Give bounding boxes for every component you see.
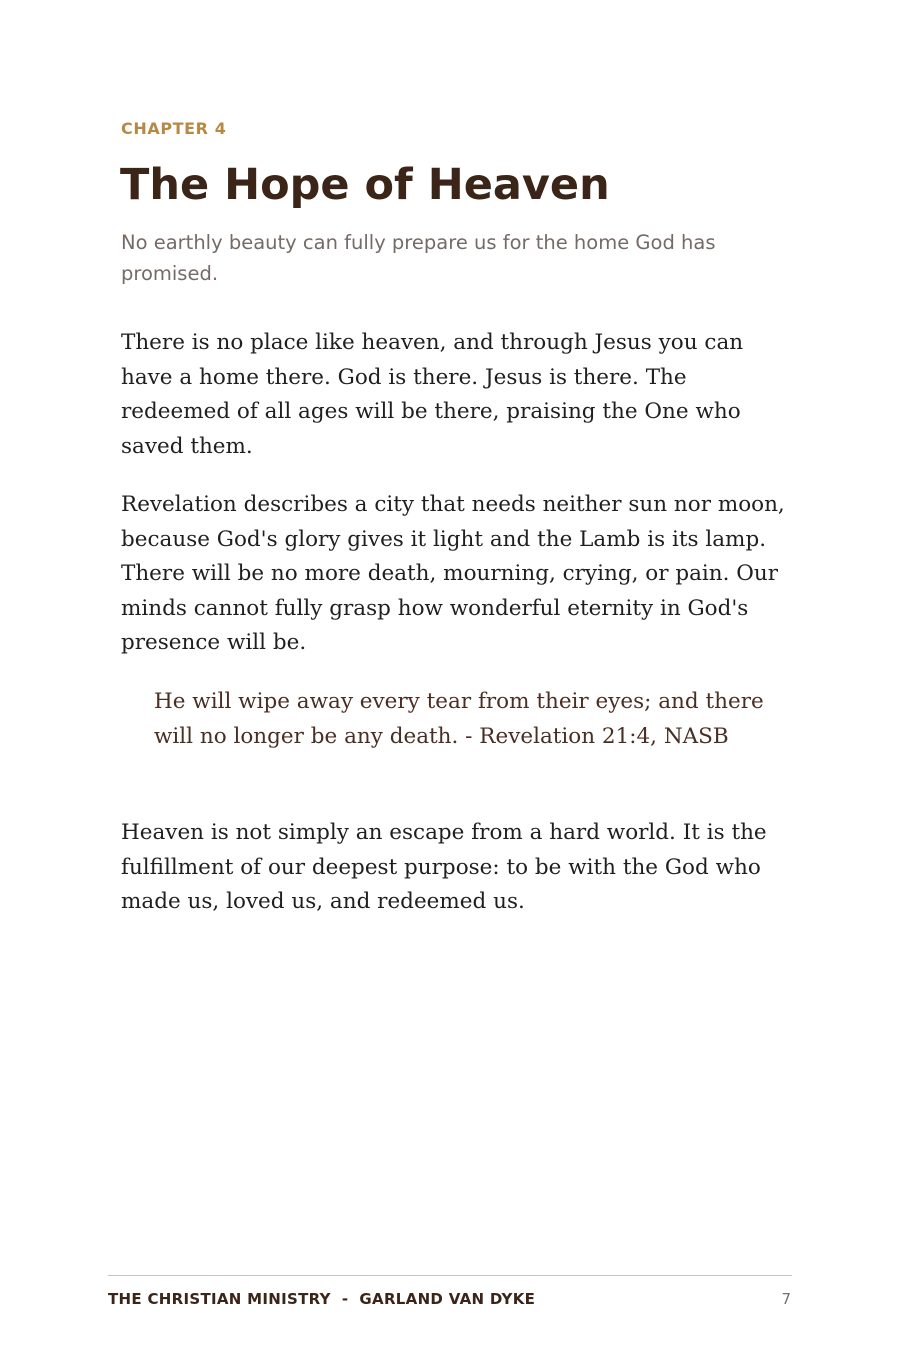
scripture-quote: He will wipe away every tear from their eyes; and there will no longer be any death. - Revelation 21:4, NASB: [154, 689, 764, 749]
footer-running-head: THE CHRISTIAN MINISTRY - GARLAND VAN DYKE: [108, 1290, 536, 1308]
chapter-subtitle: No earthly beauty can fully prepare us for the home God has promised.: [121, 231, 716, 285]
body-paragraph: Heaven is not simply an escape from a hard world. It is the fulfillment of our deepest purpose: to be with the God who made us, loved us, and redeemed us.: [121, 820, 767, 914]
footer-divider: [108, 1275, 792, 1276]
page-title: The Hope of Heaven: [120, 160, 610, 210]
body-paragraph: Revelation describes a city that needs neither sun nor moon, because God's glory gives it light and the Lamb is its lamp. There will be no more death, mourning, crying, or pain. Our minds cannot fully grasp how wonderful eternity in God's presence will be.: [121, 492, 785, 655]
body-paragraph: There is no place like heaven, and through Jesus you can have a home there. God is there. Jesus is there. The redeemed of all ages will be there, praising the One who saved them.: [121, 330, 744, 459]
page-number: 7: [781, 1290, 791, 1308]
chapter-label: CHAPTER 4: [121, 119, 227, 138]
